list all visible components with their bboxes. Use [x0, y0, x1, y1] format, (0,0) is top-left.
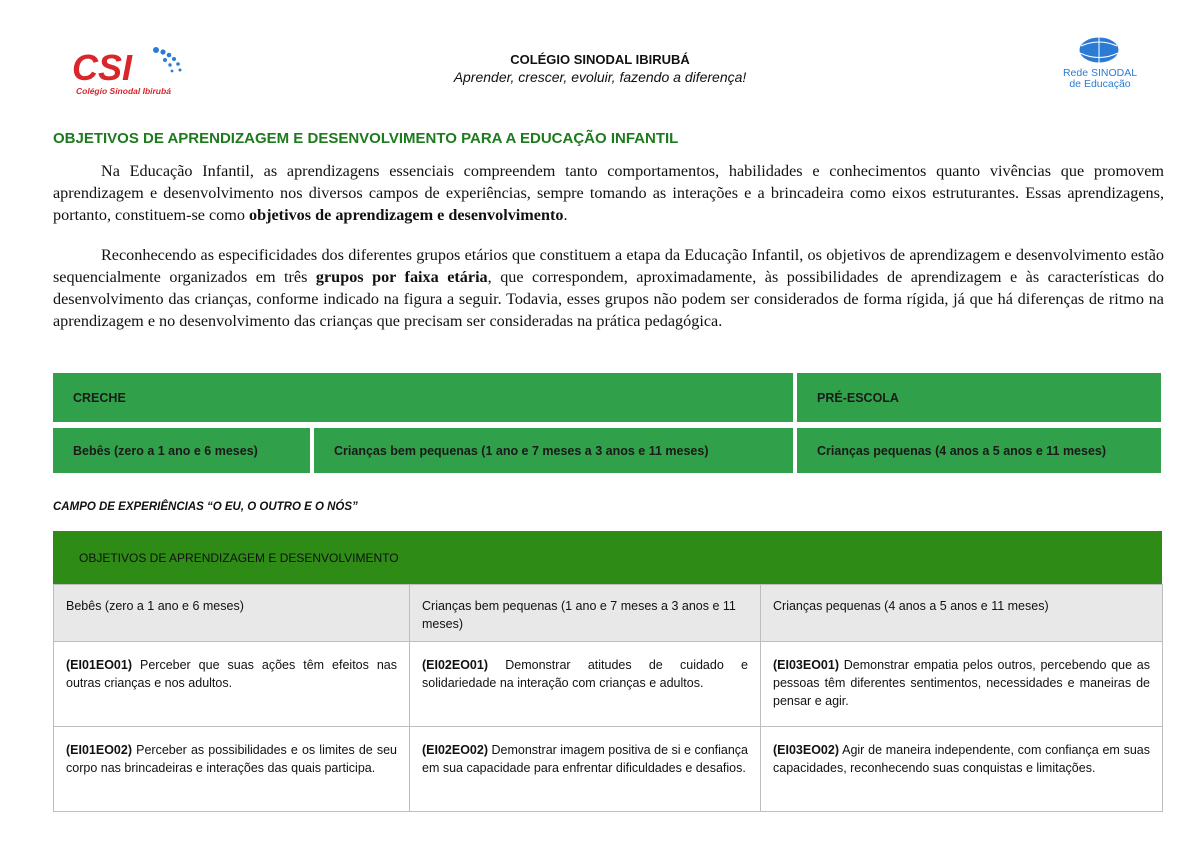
csi-logo [70, 44, 190, 100]
objective-cell [410, 642, 761, 727]
age-groups-figure [53, 373, 1161, 473]
objective-cell [761, 642, 1163, 727]
paragraph-2-end: , que correspondem, aproximadamente, às possibilidades de aprendizagem e às características do desenvolvimento das crianças, conforme indicado na figura a seguir. Todavia, esses grupos não podem ser considerados de forma rígida, já que há diferenças de ritmo na aprendizagem e no desenvolvimento das crianças que precisam ser consideradas na prática pedagógica. [53, 268, 1164, 330]
objective-cell [410, 727, 761, 812]
objective-code: (EI03EO01) [773, 658, 840, 672]
objective-code: (EI01EO01) [66, 658, 133, 672]
school-name: COLÉGIO SINODAL IBIRUBÁ [510, 52, 690, 67]
logo-dots-icon [153, 47, 182, 72]
table-header-row [54, 585, 1163, 642]
creche-cell: CRECHE [53, 373, 793, 422]
logo-line2: de Educação [1069, 78, 1131, 90]
table-row [54, 642, 1163, 727]
paragraph-1-bold: objetivos de aprendizagem e desenvolvimento [249, 206, 564, 224]
logo-acronym: CSI [72, 47, 133, 88]
objective-cell [761, 727, 1163, 812]
objective-code: (EI02EO02) [422, 743, 489, 757]
paragraph-1-text: Na Educação Infantil, as aprendizagens essenciais compreendem tanto comportamentos, habilidades e conhecimentos quanto vivências que promovem aprendizagem e desenvolvimento nos diversos campos de experiências, sempre tomando as interações e a brincadeira como eixos estruturantes. Essas aprendizagens, portanto, constituem-se como [53, 162, 1164, 224]
objective-code: (EI01EO02) [66, 743, 133, 757]
paragraph-2 [53, 244, 1164, 332]
objective-code: (EI03EO02) [773, 743, 840, 757]
objective-text: Demonstrar imagem positiva de si e confiança em sua capacidade para enfrentar dificuldades e desafios. [422, 743, 748, 775]
objectives-table [53, 584, 1163, 812]
globe-icon [1079, 37, 1119, 63]
column-header: Crianças bem pequenas (1 ano e 7 meses a 3 anos e 11 meses) [410, 585, 761, 642]
objective-text: Demonstrar atitudes de cuidado e solidariedade na interação com crianças e adultos. [422, 658, 748, 690]
objectives-header: OBJETIVOS DE APRENDIZAGEM E DESENVOLVIMENTO [53, 531, 1162, 584]
objective-text: Agir de maneira independente, com confiança em suas capacidades, reconhecendo suas conquistas e limitações. [773, 743, 1150, 775]
objective-text: Perceber que suas ações têm efeitos nas outras crianças e nos adultos. [66, 658, 397, 690]
campo-title: CAMPO DE EXPERIÊNCIAS “O EU, O OUTRO E O NÓS” [53, 501, 358, 513]
objective-code: (EI02EO01) [422, 658, 489, 672]
objective-cell [54, 642, 410, 727]
paragraph-1 [53, 160, 1164, 226]
objective-text: Perceber as possibilidades e os limites de seu corpo nas brincadeiras e interações das quais participa. [66, 743, 397, 775]
paragraph-2-bold: grupos por faixa etária [315, 268, 488, 286]
paragraph-1-end: . [563, 206, 568, 224]
small-children-cell: Crianças bem pequenas (1 ano e 7 meses a 3 anos e 11 meses) [314, 428, 793, 473]
children-cell: Crianças pequenas (4 anos a 5 anos e 11 meses) [797, 428, 1161, 473]
babies-cell: Bebês (zero a 1 ano e 6 meses) [53, 428, 310, 473]
objective-cell [54, 727, 410, 812]
school-motto: Aprender, crescer, evoluir, fazendo a diferença! [453, 69, 747, 85]
column-header: Crianças pequenas (4 anos a 5 anos e 11 meses) [761, 585, 1163, 642]
column-header: Bebês (zero a 1 ano e 6 meses) [54, 585, 410, 642]
logo-subtitle: Colégio Sinodal Ibirubá [76, 86, 171, 96]
logo-line1: Rede SINODAL [1062, 67, 1138, 79]
table-row [54, 727, 1163, 812]
objective-text: Demonstrar empatia pelos outros, percebendo que as pessoas têm diferentes sentimentos, necessidades e maneiras de pensar e agir. [773, 658, 1150, 708]
document-title: OBJETIVOS DE APRENDIZAGEM E DESENVOLVIMENTO PARA A EDUCAÇÃO INFANTIL [53, 130, 679, 147]
paragraph-2-text: Reconhecendo as especificidades dos diferentes grupos etários que constituem a etapa da Educação Infantil, os objetivos de aprendizagem e desenvolvimento estão sequencialmente organizados em três [53, 246, 1164, 286]
rede-sinodal-logo [1055, 34, 1145, 96]
preescola-cell: PRÉ-ESCOLA [797, 373, 1161, 422]
